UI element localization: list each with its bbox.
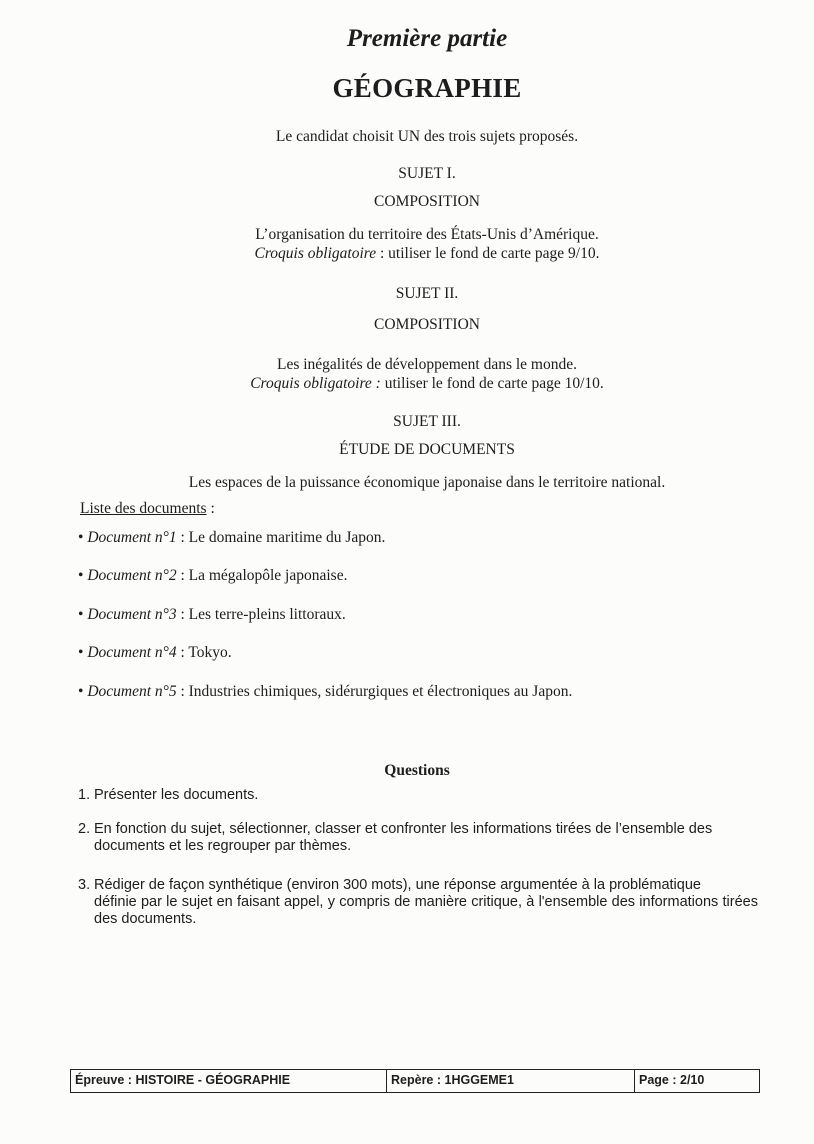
bullet-icon: • (78, 567, 84, 584)
question-text: Présenter les documents. (94, 787, 259, 803)
subject-1-number: SUJET I. (398, 165, 456, 182)
bullet-icon: • (78, 529, 84, 546)
bullet-icon: • (78, 683, 84, 700)
question-item (78, 877, 758, 928)
document-label: Document n°2 (87, 567, 177, 584)
subject-3-title: Les espaces de la puissance économique japonaise dans le territoire national. (188, 474, 666, 491)
subject-2-note (0, 374, 814, 394)
document-text: : Industries chimiques, sidérurgiques et électroniques au Japon. (176, 683, 573, 700)
question-number: 2. (78, 821, 91, 837)
subject-2-note-rest: utiliser le fond de carte page 10/10. (380, 375, 604, 392)
document-item (78, 606, 346, 624)
footer-repere (387, 1070, 635, 1092)
document-item (78, 567, 347, 585)
question-text: En fonction du sujet, sélectionner, classer et confronter les informations tirées de l’ensemble des (94, 821, 713, 837)
document-label: Document n°5 (87, 683, 177, 700)
footer-table (70, 1069, 760, 1093)
document-label: Document n°4 (87, 644, 177, 661)
question-text-continued: documents et les regrouper par thèmes. (94, 838, 352, 854)
footer-repere-label: Repère : (391, 1073, 445, 1087)
footer-epreuve-label: Épreuve : (75, 1073, 136, 1087)
question-item (78, 821, 758, 855)
footer-repere-value: 1HGGEME1 (444, 1073, 514, 1087)
part-title: Première partie (346, 25, 508, 52)
subject-1-note (0, 244, 814, 264)
documents-list-heading (80, 500, 215, 518)
document-item (78, 644, 232, 662)
question-item (78, 787, 758, 804)
question-number: 3. (78, 877, 91, 893)
bullet-icon: • (78, 644, 84, 661)
subject-1-type: COMPOSITION (374, 193, 480, 210)
footer-page-label: Page : (639, 1073, 680, 1087)
subject-2-note-italic: Croquis obligatoire : (250, 375, 381, 392)
footer-page-value: 2/10 (680, 1073, 705, 1087)
document-text: : Les terre-pleins littoraux. (176, 606, 346, 623)
instruction-text: Le candidat choisit UN des trois sujets proposés. (275, 128, 579, 145)
bullet-icon: • (78, 606, 84, 623)
document-text: : Le domaine maritime du Japon. (176, 529, 386, 546)
question-text: Rédiger de façon synthétique (environ 300 mots), une réponse argumentée à la problématique (94, 877, 701, 893)
footer-epreuve-value: HISTOIRE - GÉOGRAPHIE (135, 1073, 291, 1087)
subject-title: GÉOGRAPHIE (332, 73, 522, 103)
document-item (78, 683, 572, 701)
question-text-continued: définie par le sujet en faisant appel, y compris de manière critique, à l'ensemble des informations tirées des documents. (94, 894, 758, 927)
questions-title: Questions (384, 762, 450, 779)
documents-list-colon: : (206, 500, 215, 517)
document-item (78, 529, 385, 547)
question-number: 1. (78, 787, 91, 803)
subject-1-note-italic: Croquis obligatoire (254, 245, 377, 262)
subject-2-title: Les inégalités de développement dans le monde. (276, 356, 577, 373)
footer-page (635, 1070, 759, 1092)
subject-1-title: L’organisation du territoire des États-Unis d’Amérique. (255, 226, 599, 243)
document-label: Document n°1 (87, 529, 177, 546)
document-label: Document n°3 (87, 606, 177, 623)
document-text: : La mégalopôle japonaise. (176, 567, 348, 584)
subject-2-number: SUJET II. (395, 285, 459, 302)
subject-2-type: COMPOSITION (374, 316, 480, 333)
documents-list-label: Liste des documents (80, 500, 207, 517)
document-text: : Tokyo. (176, 644, 232, 661)
subject-3-type: ÉTUDE DE DOCUMENTS (339, 441, 515, 458)
footer-epreuve (71, 1070, 387, 1092)
subject-1-note-rest: : utiliser le fond de carte page 9/10. (376, 245, 600, 262)
subject-3-number: SUJET III. (393, 413, 461, 430)
